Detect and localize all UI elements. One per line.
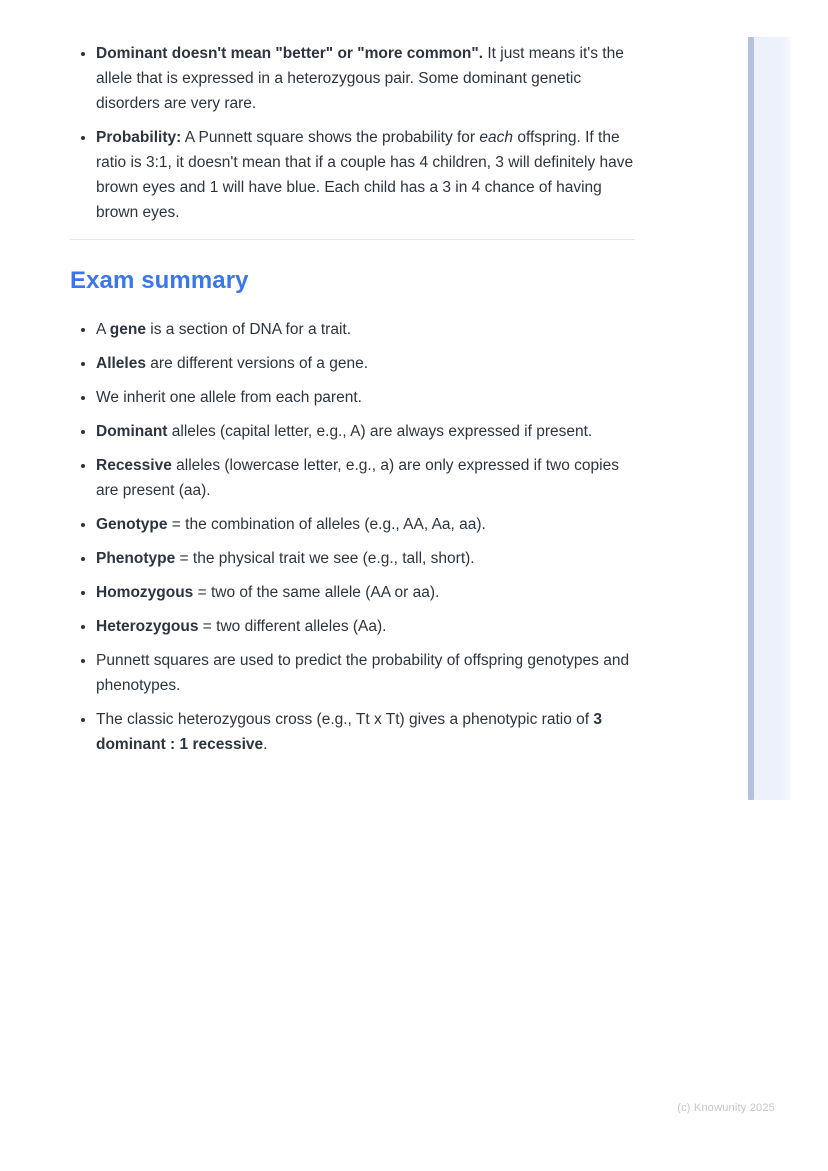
page-content xyxy=(70,41,635,766)
list-item xyxy=(96,317,635,342)
text: We inherit one allele from each parent. xyxy=(96,389,362,406)
bold-text: Phenotype xyxy=(96,550,176,567)
list-item xyxy=(96,512,635,537)
bold-text: Dominant xyxy=(96,423,168,440)
text: The classic heterozygous cross (e.g., Tt x Tt) gives a phenotypic ratio of xyxy=(96,711,594,728)
text: are different versions of a gene. xyxy=(145,355,369,372)
text: = the combination of alleles (e.g., AA, Aa, aa). xyxy=(167,516,486,533)
text: Punnett squares are used to predict the probability of offspring genotypes and phenotypes. xyxy=(96,652,630,694)
list-item xyxy=(96,385,635,410)
text: = two different alleles (Aa). xyxy=(198,618,387,635)
text: = the physical trait we see (e.g., tall, short). xyxy=(175,550,475,567)
bold-text: gene xyxy=(109,321,146,338)
text: A xyxy=(96,321,110,338)
list-item xyxy=(96,41,635,116)
right-edge-accent-panel xyxy=(754,37,791,800)
list-item xyxy=(96,453,635,503)
bold-text: Dominant doesn't mean "better" or "more common". xyxy=(96,45,484,62)
list-item xyxy=(96,648,635,698)
text: offspring. If the ratio is 3:1, it doesn't mean that if a couple has 4 children, 3 will definitely have brown eyes and 1 will have blue. Each child has a 3 in 4 chance of having brown eyes. xyxy=(96,129,634,221)
bold-text: Alleles xyxy=(96,355,146,372)
text: alleles (lowercase letter, e.g., a) are only expressed if two copies are present (aa). xyxy=(96,457,619,499)
list-item xyxy=(96,707,635,757)
list-item xyxy=(96,351,635,376)
list-item xyxy=(96,614,635,639)
list-item xyxy=(96,580,635,605)
section-divider xyxy=(70,239,635,240)
top-notes-list xyxy=(70,41,635,225)
text: = two of the same allele (AA or aa). xyxy=(193,584,440,601)
exam-summary-list xyxy=(70,317,635,757)
text: alleles (capital letter, e.g., A) are always expressed if present. xyxy=(167,423,593,440)
list-item xyxy=(96,419,635,444)
section-heading: Exam summary xyxy=(70,267,249,294)
text: It just means it's the allele that is expressed in a heterozygous pair. Some dominant genetic disorders are very rare. xyxy=(96,45,624,112)
copyright-notice: (c) Knowunity 2025 xyxy=(677,1102,775,1114)
bold-text: Recessive xyxy=(96,457,172,474)
bold-text: Genotype xyxy=(96,516,168,533)
list-item xyxy=(96,125,635,225)
bold-text: Homozygous xyxy=(96,584,194,601)
text: A Punnett square shows the probability for xyxy=(181,129,480,146)
bold-text: Heterozygous xyxy=(96,618,199,635)
list-item xyxy=(96,546,635,571)
text: . xyxy=(263,736,268,753)
bold-text: 3 dominant : 1 recessive xyxy=(96,711,602,753)
italic-text: each xyxy=(479,129,514,146)
text: is a section of DNA for a trait. xyxy=(145,321,352,338)
bold-text: Probability: xyxy=(96,129,182,146)
